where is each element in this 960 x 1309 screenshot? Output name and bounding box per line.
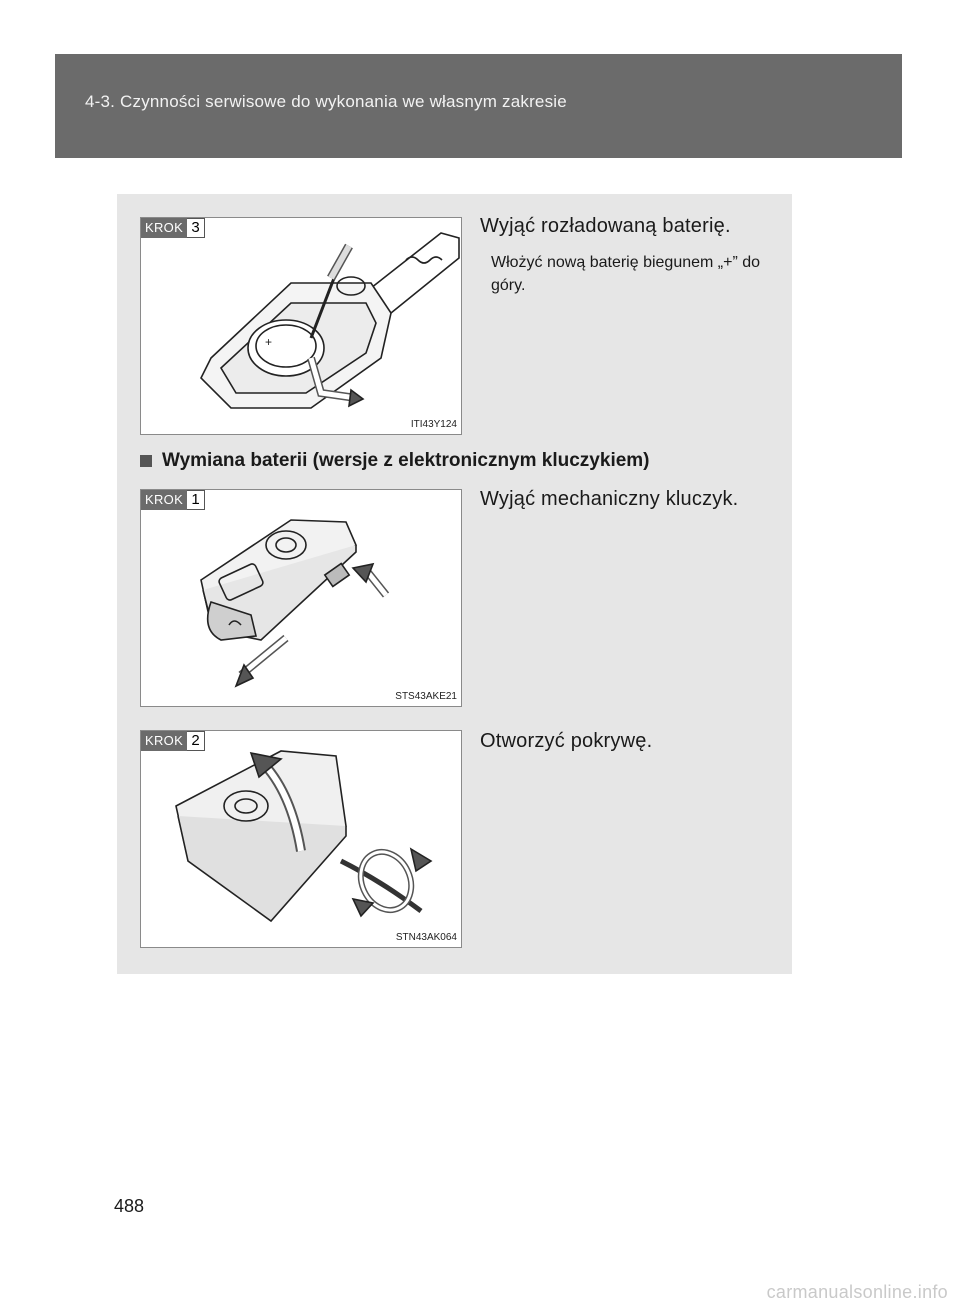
step2-instruction: Otworzyć pokrywę.	[480, 730, 653, 752]
step-badge-label: KROK	[141, 731, 187, 751]
watermark: carmanualsonline.info	[766, 1282, 948, 1302]
step-badge-label: KROK	[141, 218, 187, 238]
figure-code: STS43AKE21	[395, 691, 457, 702]
mechanical-key-removal-illustration	[141, 490, 461, 706]
section-title: Wymiana baterii (wersje z elektronicznym kluczykiem)	[162, 450, 650, 471]
step-badge-number: 3	[187, 218, 205, 238]
svg-text:+: +	[265, 335, 273, 349]
figure-step2	[140, 730, 462, 948]
figure-step1	[140, 489, 462, 707]
figure-code: ITI43Y124	[410, 419, 457, 430]
step1-instruction: Wyjąć mechaniczny kluczyk.	[480, 488, 739, 510]
battery-removal-illustration	[141, 218, 461, 434]
page-number: 488	[114, 1196, 145, 1216]
step-badge-number: 2	[187, 731, 205, 751]
page-header	[55, 54, 902, 158]
step3-note: Włożyć nową baterię biegunem „+” do góry.	[491, 254, 761, 294]
step3-instruction: Wyjąć rozładowaną baterię.	[480, 215, 731, 237]
section-heading	[140, 450, 650, 472]
step-badge-label: KROK	[141, 490, 187, 510]
header-title: 4-3. Czynności serwisowe do wykonania we własnym zakresie	[85, 92, 567, 111]
figure-step3	[140, 217, 462, 435]
square-bullet-icon	[140, 455, 152, 467]
step-badge	[141, 218, 205, 238]
figure-code: STN43AK064	[395, 932, 457, 943]
cover-opening-illustration	[141, 731, 461, 947]
step-badge	[141, 490, 205, 510]
step-badge-number: 1	[187, 490, 205, 510]
step-badge	[141, 731, 205, 751]
